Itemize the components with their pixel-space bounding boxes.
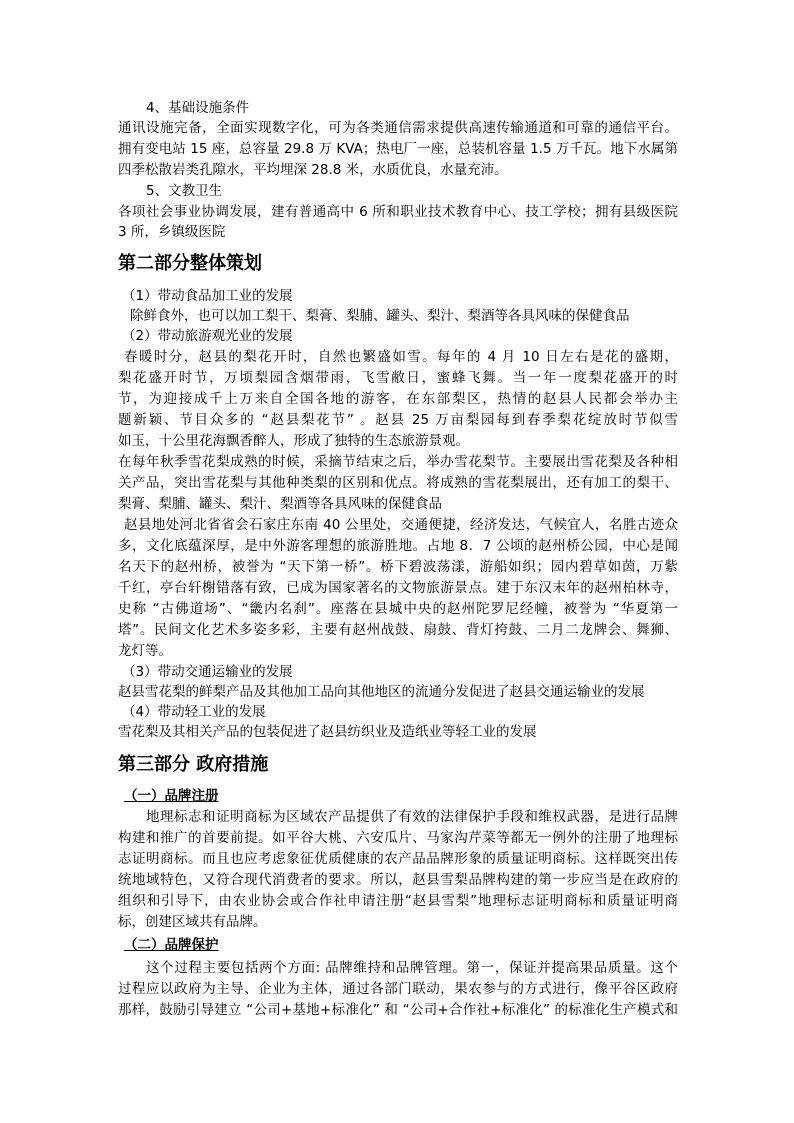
part-3-heading: 第三部分 政府措施 — [118, 754, 269, 775]
brand-registration-line-4: 统地域特色，又符合现代消费者的要求。所以，赵县雪梨品牌构建的第一步应当是在政府的 — [118, 872, 678, 888]
section-5-title: 5、文教卫生 — [146, 183, 223, 199]
brand-registration-title-text: （一）品牌注册 — [124, 788, 219, 804]
tourism-p3-line-5: 史称 “古佛道场”、“畿内名刹”。座落在县城中央的赵州陀罗尼经幢，被誉为 “华夏第一 — [118, 601, 678, 617]
section-4-line-3: 四季松散岩类孔隙水，平均埋深 28.8 米，水质优良，水量充沛。 — [118, 162, 508, 178]
brand-registration-line-5: 组织和引导下，由农业协会或合作社申请注册“赵县雪梨”地理标志证明商标和质量证明商 — [118, 893, 678, 909]
part-2-heading: 第二部分整体策划 — [118, 253, 262, 274]
brand-registration-line-2: 构建和推广的首要前提。如平谷大桃、六安瓜片、马家沟芹菜等都无一例外的注册了地理标 — [118, 830, 678, 846]
tourism-p3-line-6: 塔”。民间文化艺术多姿多彩，主要有赵州战鼓、扇鼓、背灯挎鼓、二月二龙牌会、舞狮、 — [118, 622, 678, 638]
section-4-title: 4、基础设施条件 — [146, 100, 250, 116]
tourism-p3-line-3: 名天下的赵州桥，被誉为 “天下第一桥”。桥下碧波荡漾，游船如织；园内碧草如茵，万紫 — [118, 559, 678, 575]
light-industry-line-1: 雪花梨及其相关产品的包装促进了赵县纺织业及造纸业等轻工业的发展 — [118, 724, 537, 740]
section-4-line-2: 拥有变电站 15 座，总容量 29.8 万 KVA；热电厂一座，总装机容量 1.5 万千瓦。地下水属第 — [118, 141, 678, 157]
tourism-p1-line-2: 梨花盛开时节，万顷梨园含烟带雨，飞雪敝日，蜜蜂飞舞。当一年一度梨花盛开的时 — [118, 370, 678, 386]
brand-protection-line-3: 那样，鼓励引导建立 “公司+基地+标准化” 和 “公司+合作社+标准化” 的标准化生产模式和 — [118, 1002, 678, 1018]
transport-line-1: 赵县雪花梨的鲜梨产品及其他加工品向其他地区的流通分发促进了赵县交通运输业的发展 — [118, 684, 645, 700]
section-5-line-2: 3 所，乡镇级医院 — [118, 224, 226, 240]
tourism-p1-line-1: 春暖时分，赵县的梨花开时，自然也繁盛如雪。每年的 4 月 10 日左右是花的盛期， — [124, 349, 678, 365]
tourism-p1-line-3: 节，为迎接成千上万来自全国各地的游客，在东部梨区，热情的赵县人民都会举办主 — [118, 391, 678, 407]
brand-protection-title-text: （二）品牌保护 — [124, 937, 219, 953]
section-4-line-1: 通讯设施完备，全面实现数字化，可为各类通信需求提供高速传输通道和可靠的通信平台。 — [118, 120, 678, 136]
food-industry-title: （1）带动食品加工业的发展 — [122, 288, 293, 304]
brand-protection-line-1: 这个过程主要包括两个方面: 品牌维持和品牌管理。第一，保证并提高果品质量。这个 — [146, 960, 678, 976]
tourism-p1-line-5: 如玉，十公里花海飘香醉人，形成了独特的生态旅游景观。 — [118, 433, 469, 449]
brand-protection-line-2: 过程应以政府为主导、企业为主体，通过各部门联动，果农参与的方式进行，像平谷区政府 — [118, 981, 678, 997]
light-industry-title: （4）带动轻工业的发展 — [122, 704, 266, 720]
tourism-p3-line-2: 多，文化底蕴深厚，是中外游客理想的旅游胜地。占地 8．7 公顷的赵州桥公园，中心是闻 — [118, 538, 678, 554]
tourism-p3-line-4: 千红，亭台轩榭错落有致，已成为国家著名的文物旅游景点。建于东汉末年的赵州柏林寺， — [118, 580, 678, 596]
brand-registration-line-6: 标，创建区域共有品牌。 — [118, 914, 267, 930]
tourism-p3-line-1: 赵县地处河北省省会石家庄东南 40 公里处，交通便捷，经济发达，气候宜人，名胜古迹众 — [124, 517, 678, 533]
tourism-p1-line-4: 题新颖、节目众多的 “赵县梨花节” 。赵县 25 万亩梨园每到春季梨花绽放时节似雪 — [118, 412, 678, 428]
transport-title: （3）带动交通运输业的发展 — [122, 664, 293, 680]
tourism-title: （2）带动旅游观光业的发展 — [122, 328, 293, 344]
section-5-line-1: 各项社会事业协调发展，建有普通高中 6 所和职业技术教育中心、技工学校；拥有县级医院 — [118, 204, 678, 220]
brand-protection-title — [124, 935, 219, 955]
brand-registration-line-3: 志证明商标。而且也应考虑象征优质健康的农产品品牌形象的质量证明商标。这样既突出传 — [118, 851, 678, 867]
brand-registration-title — [124, 786, 219, 806]
food-industry-line-1: 除鲜食外，也可以加工梨干、梨膏、梨脯、罐头、梨汁、梨酒等各具风味的保健食品 — [130, 308, 630, 324]
tourism-p2-line-3: 梨膏、梨脯、罐头、梨汁、梨酒等各具风味的保健食品 — [118, 496, 442, 512]
tourism-p2-line-1: 在每年秋季雪花梨成熟的时候，采摘节结束之后，举办雪花梨节。主要展出雪花梨及各种相 — [118, 454, 678, 470]
tourism-p3-line-7: 龙灯等。 — [118, 643, 172, 659]
tourism-p2-line-2: 关产品，突出雪花梨与其他种类梨的区别和优点。将成熟的雪花梨展出，还有加工的梨干、 — [118, 475, 678, 491]
brand-registration-line-1: 地理标志和证明商标为区域农产品提供了有效的法律保护手段和维权武器，是进行品牌 — [146, 809, 678, 825]
